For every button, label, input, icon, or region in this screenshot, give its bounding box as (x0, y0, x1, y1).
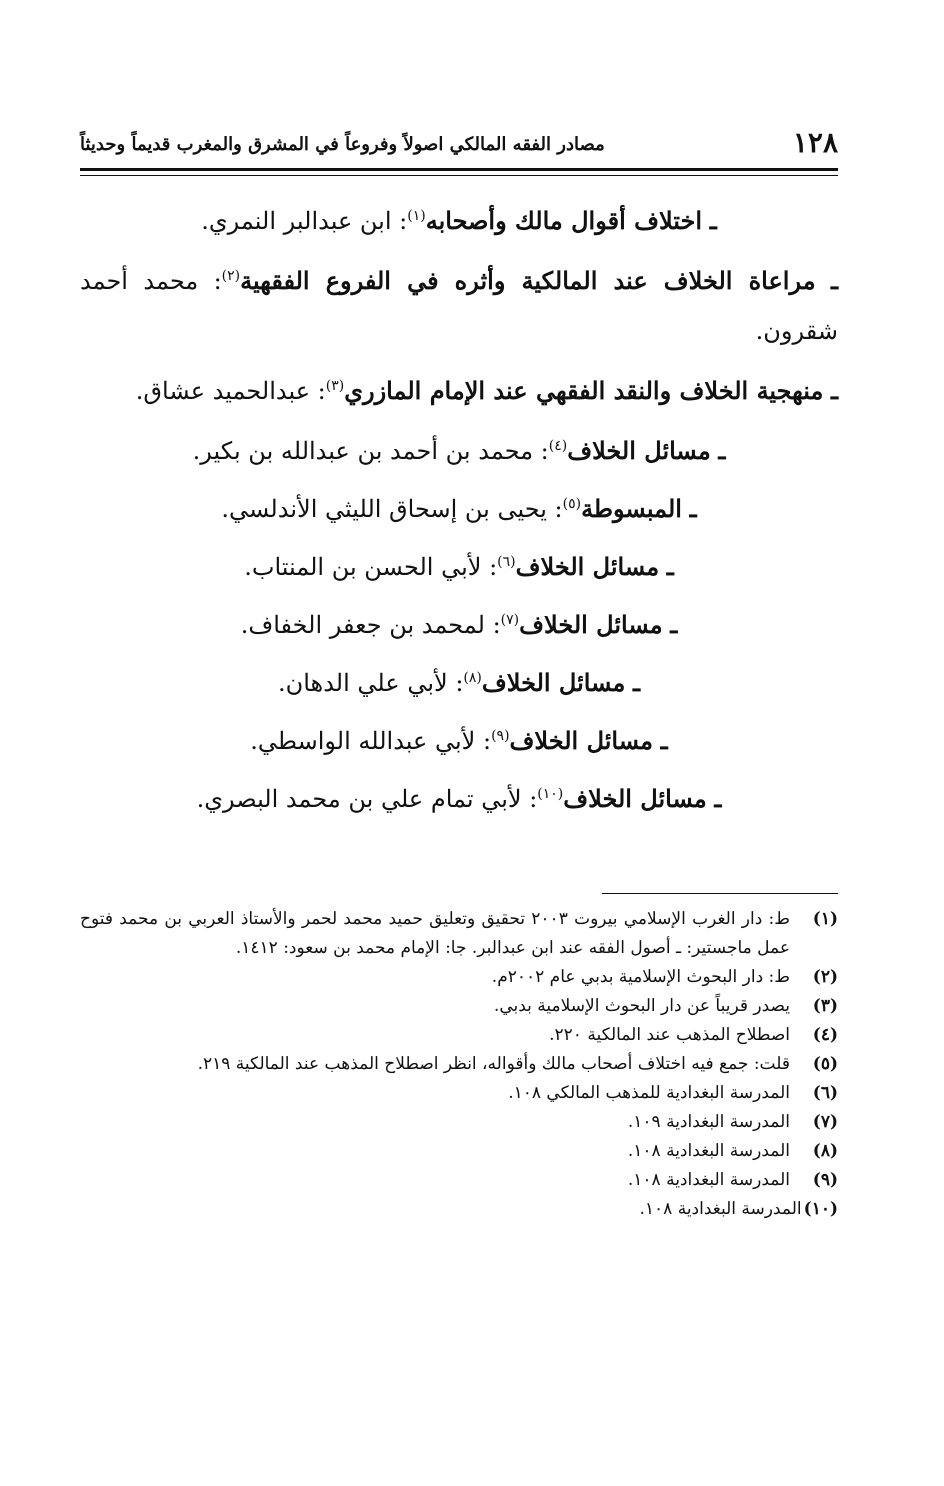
header-rule-thick (80, 168, 838, 171)
footnote-text: ط: دار الغرب الإسلامي بيروت ٢٠٠٣ تحقيق وتعليق حميد محمد لحمر والأستاذ العربي بن محمد فتوح عمل ماجستير: ـ أصول الفقه عند ابن عبدالبر. جا: الإمام محمد بن سعود: ١٤١٢. (80, 909, 790, 958)
footnote-ref: (٦) (497, 554, 516, 570)
entry-title: منهجية الخلاف والنقد الفقهي عند الإمام المازري (344, 376, 824, 405)
list-item: ـ مسائل الخلاف$^{(٦)}$: لأبي الحسن بن المنتاب. (244, 552, 674, 581)
footnote-number: (٥) (812, 1054, 838, 1074)
footnote-number: (١٠) (803, 1199, 838, 1219)
entry-title: مراعاة الخلاف عند المالكية وأثره في الفروع الفقهية (240, 266, 816, 295)
footnote-ref: (٧) (500, 612, 520, 628)
footnote-number: (٦) (812, 1083, 838, 1103)
entry-title: مسائل الخلاف (563, 784, 707, 813)
footnote-ref: (٢) (221, 268, 241, 284)
footnotes (80, 905, 838, 1224)
entry-title: اختلاف أقوال مالك وأصحابه (425, 206, 703, 235)
list-item: ـ المبسوطة$^{(٥)}$: يحيى بن إسحاق الليثي الأندلسي. (221, 494, 697, 523)
footnote (80, 1137, 838, 1166)
footnote-text: المدرسة البغدادية ١٠٨. (639, 1199, 802, 1219)
footnote-number: (٤) (812, 1025, 838, 1045)
footnote-number: (١) (812, 909, 838, 929)
entry-author: : لأبي الحسن بن المنتاب. (244, 553, 498, 581)
footnote (80, 1079, 838, 1108)
list-item: ـ مسائل الخلاف$^{(٨)}$: لأبي علي الدهان. (277, 668, 641, 697)
entry-author: : لأبي عبدالله الواسطي. (250, 727, 492, 755)
entry-author: : محمد بن أحمد بن عبدالله بن بكير. (192, 437, 549, 465)
page-header (80, 122, 838, 166)
footnote (80, 1050, 838, 1079)
header-rule-thin (80, 175, 838, 176)
footnote-text: ط: دار البحوث الإسلامية بدبي عام ٢٠٠٢م. (491, 967, 790, 987)
entry-title: المبسوطة (581, 494, 682, 523)
footnote-text: يصدر قريباً عن دار البحوث الإسلامية بدبي. (493, 996, 790, 1016)
footnote-number: (٢) (812, 967, 838, 987)
footnote-text: قلت: جمع فيه اختلاف أصحاب مالك وأقواله، انظر اصطلاح المذهب عند المالكية ٢١٩. (197, 1054, 790, 1074)
footnote (80, 1195, 838, 1224)
footnote-number: (٩) (812, 1170, 838, 1190)
list-item: ـ مسائل الخلاف$^{(٧)}$: لمحمد بن جعفر الخفاف. (240, 610, 678, 639)
footnote-ref: (٤) (548, 438, 568, 454)
entry-author: : محمد أحمد شقرون. (80, 267, 838, 345)
entry-title: مسائل الخلاف (481, 668, 626, 697)
footnote-text: اصطلاح المذهب عند المالكية ٢٢٠. (549, 1025, 790, 1045)
footnote (80, 1166, 838, 1195)
footnote-text: المدرسة البغدادية ١٠٩. (627, 1112, 790, 1132)
footnote (80, 963, 838, 992)
entry-title: مسائل الخلاف (515, 552, 660, 581)
footnote-ref: (١٠) (537, 786, 564, 802)
footnote-text: المدرسة البغدادية للمذهب المالكي ١٠٨. (508, 1083, 790, 1103)
entry-author: : لأبي تمام علي بن محمد البصري. (196, 785, 538, 813)
list-item: ـ منهجية الخلاف والنقد الفقهي عند الإمام المازري$^{(٣)}$: عبدالحميد عشاق. (135, 376, 838, 405)
list-item: ـ مراعاة الخلاف عند المالكية وأثره في الفروع الفقهية$^{(٢)}$: محمد أحمد شقرون. (80, 266, 839, 345)
footnote-separator (602, 893, 838, 894)
entry-title: مسائل الخلاف (519, 610, 663, 639)
bibliography-list (80, 190, 838, 824)
footnote-ref: (٣) (325, 378, 345, 394)
page-number: ١٢٨ (792, 126, 838, 159)
list-item: ـ اختلاف أقوال مالك وأصحابه$^{(١)}$: ابن عبدالبر النمري. (201, 206, 717, 235)
footnote-ref: (٩) (491, 728, 510, 744)
footnote-number: (٨) (812, 1141, 838, 1161)
entry-author: : ابن عبدالبر النمري. (201, 207, 408, 235)
footnote-ref: (١) (407, 208, 426, 224)
list-item: ـ مسائل الخلاف$^{(٩)}$: لأبي عبدالله الواسطي. (250, 726, 668, 755)
footnote (80, 905, 838, 963)
running-title: مصادر الفقه المالكي اصولاً وفروعاً في المشرق والمغرب قديماً وحديثاً (80, 134, 605, 155)
entry-title: مسائل الخلاف (509, 726, 654, 755)
footnote-text: المدرسة البغدادية ١٠٨. (627, 1141, 790, 1161)
entry-author: : لأبي علي الدهان. (277, 669, 464, 697)
footnote-ref: (٥) (562, 496, 582, 512)
entry-author: : لمحمد بن جعفر الخفاف. (240, 611, 501, 639)
footnote-number: (٧) (812, 1112, 838, 1132)
footnote (80, 1021, 838, 1050)
entry-author: : عبدالحميد عشاق. (135, 377, 326, 405)
footnote-ref: (٨) (463, 670, 482, 686)
footnote-number: (٣) (812, 996, 838, 1016)
footnote-text: المدرسة البغدادية ١٠٨. (627, 1170, 790, 1190)
footnote (80, 992, 838, 1021)
entry-author: : يحيى بن إسحاق الليثي الأندلسي. (221, 495, 563, 523)
list-item: ـ مسائل الخلاف$^{(١٠)}$: لأبي تمام علي بن محمد البصري. (196, 784, 722, 813)
footnote (80, 1108, 838, 1137)
entry-title: مسائل الخلاف (567, 436, 711, 465)
list-item: ـ مسائل الخلاف$^{(٤)}$: محمد بن أحمد بن عبدالله بن بكير. (192, 436, 726, 465)
